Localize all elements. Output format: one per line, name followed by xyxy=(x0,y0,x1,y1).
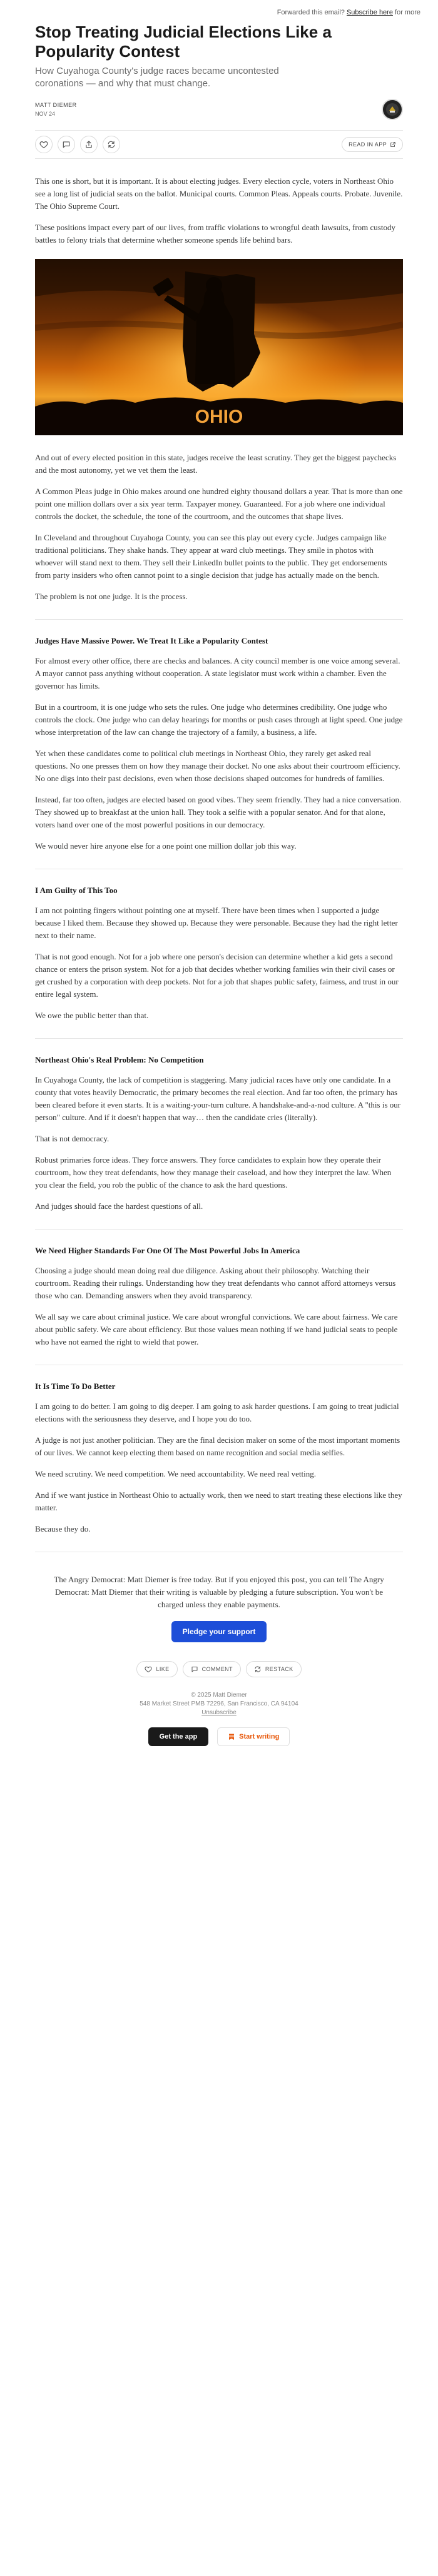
get-app-button[interactable]: Get the app xyxy=(148,1727,209,1746)
paragraph: But in a courtroom, it is one judge who sets the rules. One judge who determines credibility. One judge who controls the clock. One judge who can delay hearings for months or push cases through at light speed. One judge whose interpretation of the law can change the trajectory of a family, a business, a life. xyxy=(35,702,403,737)
restack-label: RESTACK xyxy=(265,1666,293,1672)
post-header xyxy=(0,20,438,120)
copyright-block xyxy=(0,1691,438,1717)
section-scrutiny xyxy=(35,435,403,603)
start-writing-label: Start writing xyxy=(239,1733,280,1740)
paragraph: In Cuyahoga County, the lack of competition is staggering. Many judicial races have only one candidate. In a county that votes heavily Democratic, the primary becomes the real election. And far too often, the primary has been cleared before it even starts. It is a waiting-your-turn culture. A handshake-and-a-nod culture. A "this is our person" culture. And if it doesn't happen that way… then the candidate cries (literally). xyxy=(35,1075,401,1122)
pledge-section xyxy=(35,1573,403,1642)
paragraph: Because they do. xyxy=(35,1524,91,1533)
restack-icon xyxy=(107,140,116,149)
divider xyxy=(35,1229,403,1230)
divider xyxy=(35,619,403,620)
paragraph: In Cleveland and throughout Cuyahoga County, you can see this play out every cycle. Judges campaign like traditional politicians. They shake hands. They appear at ward club meetings. They smile in photos with whoever will stand next to them. They sell their LinkedIn bullet points to the public. They get endorsements from party insiders who often cannot point to a single decision that judge has actually made on the bench. xyxy=(35,533,387,580)
paragraph: I am not pointing fingers without pointing one at myself. There have been times when I supported a judge because I liked them. Because they showed up. Because they were personable. Because they had the right letter next to their name. xyxy=(35,906,398,940)
section-higher-standards xyxy=(35,1246,403,1348)
paragraph: Instead, far too often, judges are elected based on good vibes. They seem friendly. They had a nice conversation. They showed up to breakfast at the union hall. They took a selfie with a popular senator. And for that alone, voters hand over one of the most powerful positions in our democracy. xyxy=(35,795,402,829)
read-in-app-button[interactable] xyxy=(342,137,403,152)
heart-icon xyxy=(39,140,48,149)
heart-icon xyxy=(145,1665,152,1673)
paragraph: A Common Pleas judge in Ohio makes around one hundred eighty thousand dollars a year. That is more than one point one million dollars over a six year term. Taxpayer money. Guaranteed. For a job where one individual controls the docket, the schedule, the tone of the courtroom, and the outcomes that shape lives. xyxy=(35,487,403,521)
share-icon xyxy=(84,140,93,149)
comment-button[interactable] xyxy=(58,136,75,153)
paragraph: This one is short, but it is important. It is about electing judges. Every election cycle, voters in Northeast Ohio see a long list of judicial seats on the ballot. Municipal courts. Common Pleas. Appeals courts. Probate. Juvenile. The Ohio Supreme Court. xyxy=(35,176,403,211)
forward-bar xyxy=(0,0,438,20)
post-actions-bar xyxy=(35,130,403,159)
pledge-button[interactable]: Pledge your support xyxy=(171,1621,267,1642)
paragraph: That is not democracy. xyxy=(35,1134,109,1143)
mailing-address: 548 Market Street PMB 72296, San Francisco, CA 94104 xyxy=(140,1700,298,1707)
start-writing-button[interactable] xyxy=(217,1727,290,1746)
paragraph: We need scrutiny. We need competition. We need accountability. We need real vetting. xyxy=(35,1469,316,1478)
paragraph: Choosing a judge should mean doing real due diligence. Asking about their philosophy. Watching their courtroom. Reading their rulings. Understanding how they treat defendants who cannot afford attorneys versus those who can. Demanding answers when they avoid transparency. xyxy=(35,1266,396,1300)
section-do-better xyxy=(35,1381,403,1535)
hero-caption: OHIO xyxy=(195,407,243,427)
paragraph: These positions impact every part of our lives, from traffic violations to wrongful death lawsuits, from custody battles to felony trials that determine whether someone spends life behind bars. xyxy=(35,223,395,245)
footer-comment-button[interactable] xyxy=(183,1661,241,1677)
hero-image xyxy=(35,259,403,435)
external-link-icon xyxy=(390,141,396,148)
like-button[interactable] xyxy=(35,136,53,153)
bottom-buttons xyxy=(0,1727,438,1765)
post-date: NOV 24 xyxy=(35,111,56,117)
section-heading: Judges Have Massive Power. We Treat It Like a Popularity Contest xyxy=(35,636,268,645)
paragraph: We owe the public better than that. xyxy=(35,1011,149,1020)
restack-icon xyxy=(254,1665,262,1673)
paragraph: A judge is not just another politician. They are the final decision maker on some of the most important moments of our lives. We cannot keep electing them based on name recognition and social media selfies. xyxy=(35,1435,400,1457)
comment-label: COMMENT xyxy=(201,1666,233,1672)
like-label: LIKE xyxy=(156,1666,170,1672)
engagement-bar xyxy=(0,1661,438,1677)
paragraph: And judges should face the hardest questions of all. xyxy=(35,1201,203,1211)
author-name[interactable]: MATT DIEMER xyxy=(35,102,77,108)
paragraph: And out of every elected position in this state, judges receive the least scrutiny. They get the biggest paychecks and the most autonomy, yet we vet them the least. xyxy=(35,453,397,475)
paragraph: The problem is not one judge. It is the process. xyxy=(35,592,188,601)
section-heading: Northeast Ohio's Real Problem: No Competition xyxy=(35,1055,204,1064)
forward-suffix: for more xyxy=(395,9,420,16)
post-body xyxy=(0,159,438,1552)
share-button[interactable] xyxy=(80,136,98,153)
section-massive-power xyxy=(35,636,403,852)
forward-text: Forwarded this email? xyxy=(277,9,345,16)
section-no-competition xyxy=(35,1055,403,1213)
author-avatar[interactable] xyxy=(382,99,403,120)
comment-icon xyxy=(191,1665,198,1673)
section-heading: We Need Higher Standards For One Of The Most Powerful Jobs In America xyxy=(35,1246,300,1255)
paragraph: And if we want justice in Northeast Ohio to actually work, then we need to start treating these elections like they matter. xyxy=(35,1490,402,1512)
unsubscribe-link[interactable]: Unsubscribe xyxy=(201,1709,237,1716)
pledge-text: The Angry Democrat: Matt Diemer is free today. But if you enjoyed this post, you can tell The Angry Democrat: Matt Diemer that their writing is valuable by pledging a future subscription. You won't be charged unless they enable payments. xyxy=(54,1575,384,1609)
restack-button[interactable] xyxy=(103,136,120,153)
footer-restack-button[interactable] xyxy=(246,1661,302,1677)
paragraph: For almost every other office, there are checks and balances. A city council member is one voice among several. A mayor cannot pass anything without cooperation. A state legislator must work within a chamber. Even the governor has limits. xyxy=(35,656,400,690)
post-meta xyxy=(35,99,403,120)
copyright: © 2025 Matt Diemer xyxy=(191,1692,247,1699)
section-heading: It Is Time To Do Better xyxy=(35,1381,116,1391)
section-intro xyxy=(35,159,403,246)
post-subtitle: How Cuyahoga County's judge races became uncontested coronations — and why that must change. xyxy=(35,66,279,89)
paragraph: We would never hire anyone else for a one point one million dollar job this way. xyxy=(35,841,297,851)
paragraph: I am going to do better. I am going to dig deeper. I am going to ask harder questions. I am going to treat judicial elections with the seriousness they deserve, and I hope you do too. xyxy=(35,1402,399,1423)
paragraph: Yet when these candidates come to political club meetings in Northeast Ohio, they rarely get asked real questions. No one presses them on how they manage their docket. No one asks about their courtroom efficiency. No one digs into their past decisions, even when those decisions shaped outcomes for hundreds of families. xyxy=(35,749,400,783)
post-title[interactable]: Stop Treating Judicial Elections Like a Popularity Contest xyxy=(35,23,332,61)
section-guilty xyxy=(35,886,403,1022)
footer-like-button[interactable] xyxy=(136,1661,177,1677)
substack-logo-icon xyxy=(228,1733,235,1740)
divider xyxy=(35,1038,403,1039)
section-heading: I Am Guilty of This Too xyxy=(35,886,118,895)
read-in-app-label: READ IN APP xyxy=(349,141,387,148)
ohio-judge-sunset-image xyxy=(35,259,403,435)
paragraph: We all say we care about criminal justice. We care about wrongful convictions. We care about fairness. We care about public safety. We care about efficiency. But those values mean nothing if we hand judicial seats to people who have not earned the right to wield that power. xyxy=(35,1312,398,1346)
subscribe-link[interactable]: Subscribe here xyxy=(346,9,393,16)
paragraph: That is not good enough. Not for a job where one person's decision can determine whether a kid gets a second chance or enters the prison system. Not for a job that decides whether working families win their civil cases or get crushed by a corporation with deep pockets. Not for a job that shapes public safety, fairness, and trust in our entire legal system. xyxy=(35,952,399,999)
comment-icon xyxy=(62,140,71,149)
paragraph: Robust primaries force ideas. They force answers. They force candidates to explain how they operate their courtroom, how they treat defendants, how they manage their caseload, and how they interpret the law. When you clear the field, you rob the public of the chance to ask the hard questions. xyxy=(35,1155,392,1190)
avatar-image-icon xyxy=(385,103,399,116)
